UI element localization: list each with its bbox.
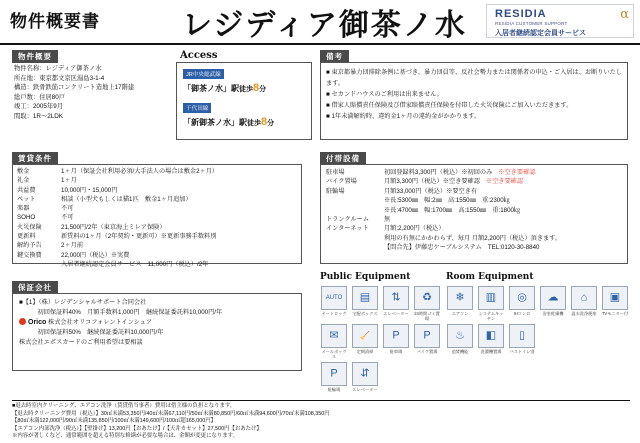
table-row	[17, 204, 301, 213]
facility-value: 月額33,000円（税込）※要空き有	[384, 187, 478, 195]
trash-room-icon	[414, 286, 440, 310]
table-row	[17, 167, 301, 176]
delivery-box-icon	[352, 286, 378, 310]
facility-key: トランクルーム	[326, 216, 370, 224]
list-item: 総戸数：住居80戸	[14, 93, 66, 101]
facility-key	[326, 196, 384, 205]
facility-key: インターネット	[326, 225, 369, 233]
equipment-caption: 浴室乾燥機	[542, 311, 564, 316]
icon-glyph: P	[423, 329, 431, 342]
footer-divider	[12, 400, 630, 401]
rent-key: 解約予告	[17, 242, 42, 250]
table-row	[326, 243, 626, 252]
table-row	[17, 241, 301, 250]
rent-key: 更新料	[17, 233, 36, 241]
icon-glyph: ☁	[547, 291, 559, 304]
equipment-caption: オートロック	[321, 311, 347, 316]
rent-key: 敷金	[17, 168, 30, 175]
list-item: ■ 東京都暴力団排除条例に基づき、暴力団員等、反社会勢力または関係者の申込・ご入居は、お断りいたします。	[326, 69, 623, 87]
equipment-item	[413, 324, 441, 359]
table-row	[17, 251, 301, 260]
table-row	[326, 168, 626, 177]
rent-key: 楽器	[17, 205, 30, 213]
equipment-item	[477, 324, 505, 354]
facility-value: 月額3,300円（税込）※空き要確認	[384, 178, 480, 186]
orico-company-label: 株式会社オリコフォレントインシュア	[48, 319, 153, 326]
equipment-item	[508, 324, 536, 354]
icon-glyph: ▣	[609, 291, 621, 304]
facility-value: 無	[384, 216, 391, 224]
bicycle-parking-icon	[321, 362, 347, 386]
table-row	[17, 260, 301, 269]
equipment-caption: メールボックス	[321, 349, 347, 359]
access-station	[183, 116, 274, 128]
bike-parking-icon	[414, 324, 440, 348]
table-row	[326, 206, 626, 215]
icon-glyph: P	[392, 329, 400, 342]
overview-list	[14, 64, 174, 121]
equipment-caption: システムキッチン	[478, 311, 504, 321]
remarks-list	[326, 67, 624, 122]
facility-note: ※空き要確認	[498, 169, 536, 176]
equipment-item	[320, 362, 348, 392]
overview-section-title: 物件概要	[12, 50, 58, 63]
icon-glyph: ⌂	[580, 291, 588, 304]
washing-machine-icon	[478, 324, 504, 348]
rent-key: SOHO	[17, 214, 36, 222]
list-item: ■【1】（株）レジデンシャルサポート合同会社	[19, 299, 147, 306]
parking-icon	[383, 324, 409, 348]
equipment-caption: エレベーター	[383, 311, 409, 316]
table-row	[17, 232, 301, 241]
facility-key	[326, 243, 384, 252]
remarks-box	[320, 62, 628, 140]
guarantor-box	[12, 293, 302, 371]
equipment-caption: 24時間ゴミ置場	[414, 311, 440, 321]
elevator-icon	[383, 286, 409, 310]
list-item: ■ 借家人賠償責任保険及び借家賠償責任保険を付帯した火災保険にご加入いただきます。	[326, 102, 573, 109]
property-name-title: レジディア御茶ノ水	[182, 8, 467, 43]
icon-glyph: ⇵	[360, 367, 370, 380]
bath-reheat-icon	[447, 324, 473, 348]
table-row	[326, 196, 626, 205]
document-header	[0, 0, 640, 44]
equipment-item	[601, 286, 629, 321]
access-walk-suffix: 分	[259, 86, 267, 93]
rent-value: 2ヶ月前	[61, 242, 84, 250]
equipment-caption: エアコン	[451, 311, 469, 316]
facility-value: 月額:2,200円（税込）	[384, 225, 445, 233]
footer-note: ■退去時室内クリーニング、エアコン洗浄（賃貸借当事者）費用は借主様の負担となります。	[12, 403, 236, 409]
equipment-item	[539, 286, 567, 321]
residia-logo	[486, 4, 634, 38]
list-item: 初回保証料50% 継続保証委託料10,000円/年	[19, 329, 164, 336]
list-item: 株式会社エポスカードのご利用希望は要相談	[19, 339, 143, 346]
equipment-item	[351, 324, 379, 359]
access-walk-minutes: 8	[261, 116, 268, 128]
rent-value: 10,000円・15,000円	[61, 186, 118, 194]
table-row	[17, 186, 301, 195]
logo-subtitle: RESIDIA CUSTOMER SUPPORT	[495, 21, 568, 26]
equipment-item	[477, 286, 505, 321]
room-equipment-grid	[446, 286, 632, 357]
facility-value: 利用の有無にかかわらず、毎月 月額2,200円（税込）頂きます。	[384, 234, 562, 242]
facilities-table	[326, 168, 626, 253]
rent-value: 21,500円/2年（東京海上ミレア保険）	[61, 223, 166, 231]
orico-brand-label: Orico	[28, 319, 47, 326]
air-conditioner-icon	[447, 286, 473, 310]
public-equipment-title: Public Equipment	[320, 272, 411, 282]
equipment-item	[320, 324, 348, 359]
auto-lock-icon	[321, 286, 347, 310]
rent-value: 不可	[61, 205, 74, 213]
equipment-caption: TVモニター付	[601, 311, 629, 316]
rent-key	[17, 260, 61, 269]
rent-key: ペット	[17, 195, 36, 203]
icon-glyph: ⇅	[391, 291, 401, 304]
equipment-caption: 定期清掃	[356, 349, 374, 354]
access-walk-minutes: 8	[253, 82, 260, 94]
tv-monitor-icon	[602, 286, 628, 310]
icon-glyph: ▯	[518, 329, 526, 342]
room-equipment-title: Room Equipment	[446, 272, 534, 282]
access-box	[176, 62, 312, 140]
orico-logo-icon	[19, 318, 26, 325]
equipment-caption: 追焚機能	[451, 349, 469, 354]
list-item: 竣工：2005年9月	[14, 103, 63, 110]
header-divider	[0, 43, 640, 45]
facility-key	[326, 234, 384, 243]
rent-value: 22,000円（税込）※実費	[61, 251, 130, 259]
equipment-caption: 駐輪場	[327, 387, 341, 392]
cleaning-icon	[352, 324, 378, 348]
table-row	[326, 187, 626, 196]
system-kitchen-icon	[478, 286, 504, 310]
footer-note: 【エアコン内部洗浄（税込）】【壁掛け】13,200円【おあたけ】/【天井カセット】27,500円【おあたけ】	[12, 425, 262, 432]
rent-section-title: 賃貸条件	[12, 152, 58, 165]
list-item: 所在地：東京都文京区湯島3-1-4	[14, 74, 105, 82]
rent-key: 共益費	[17, 186, 36, 194]
document-title: 物件概要書	[10, 12, 100, 32]
facilities-section-title: 付帯設備	[320, 152, 366, 165]
guarantor-list	[19, 298, 297, 348]
list-item: 構造：鉄骨鉄筋コンクリート造地上17階建	[14, 84, 135, 91]
equipment-caption: 駐車場	[389, 349, 403, 354]
facilities-box	[320, 164, 628, 264]
equipment-caption: IHコンロ	[513, 311, 531, 316]
table-row	[17, 213, 301, 222]
rent-conditions-table	[17, 167, 301, 269]
access-station-name: 「新御茶ノ水」駅	[183, 118, 247, 127]
rent-value: 相談（小型犬もしくは猫1匹 敷金1ヶ月追加）	[61, 195, 192, 203]
icon-glyph: ▤	[359, 291, 371, 304]
equipment-item	[351, 362, 379, 392]
footer-note: ※内容が著しくなど、通常範囲を超える特別な修繕が必要な場合は、金額が変更になります。	[12, 433, 238, 440]
rent-value: 1ヶ月	[61, 177, 77, 185]
equipment-item	[382, 324, 410, 359]
list-item: 初回保証料40% 月額手数料1,000円 継続保証委託料10,000円/年	[19, 309, 223, 316]
equipment-caption: バストイレ別	[509, 349, 535, 354]
equipment-caption: 宅配ボックス	[352, 311, 378, 316]
bath-dryer-icon	[540, 286, 566, 310]
icon-glyph: ♨	[455, 329, 465, 342]
access-walk-suffix: 分	[267, 120, 275, 127]
table-row	[17, 223, 301, 232]
toilet-separate-icon	[509, 324, 535, 348]
access-walk-prefix: 徒歩	[239, 86, 253, 93]
logo-brand: RESIDIA	[495, 8, 547, 20]
logo-service: 入居者継続認定会員サービス	[495, 30, 586, 37]
icon-glyph: 🧹	[360, 331, 370, 340]
facility-value: ※長:4700㎜ 幅:1700㎜ 高:1550㎜ 重:1800㎏	[384, 206, 521, 214]
public-equipment-grid	[320, 286, 444, 395]
icon-glyph: AUTO	[325, 295, 343, 301]
equipment-item	[508, 286, 536, 321]
facility-value: ※長:5300㎜ 幅:2㎜ 高:1550㎜ 重:2300㎏	[384, 197, 510, 205]
access-walk-prefix: 徒歩	[247, 120, 261, 127]
equipment-item	[351, 286, 379, 321]
logo-alpha-icon: α	[620, 7, 629, 22]
rent-key: 鍵交換費	[17, 251, 42, 259]
icon-glyph: ▥	[485, 291, 497, 304]
access-section-title: Access	[180, 50, 218, 61]
equipment-item	[446, 324, 474, 354]
list-item: ■ 1年未満解約時、違約金1ヶ月の違約金がかかります。	[326, 113, 481, 120]
rent-value: 新賃料の1ヶ月（2年契約・更新可）※更新事務手数料別	[61, 233, 217, 241]
access-line-badge: JR中央総武線	[183, 69, 224, 79]
guarantor-orico-row	[19, 318, 297, 328]
footer-notes	[12, 400, 630, 441]
access-line-badge: 千代田線	[183, 103, 211, 113]
mail-box-icon	[321, 324, 347, 348]
list-item: ■ セカンドハウスのご利用は出来ません。	[326, 91, 443, 98]
remarks-section-title: 備考	[320, 50, 349, 63]
facility-key: 駐輪場	[326, 187, 345, 195]
footer-note: 【退去時クリーニング費用（税込）】30㎡未満53,350円/40㎡未満67,110円/50㎡未満80,850円/60㎡未満94,600円/70㎡未満108,350円	[12, 410, 330, 417]
facility-note: ※空き要確認	[485, 178, 524, 186]
rent-key: 礼金	[17, 177, 30, 185]
facility-key: 駐車場	[326, 169, 345, 176]
icon-glyph: ◧	[485, 329, 497, 342]
equipment-item	[320, 286, 348, 321]
table-row	[326, 215, 626, 224]
table-row	[326, 177, 626, 186]
equipment-item	[413, 286, 441, 321]
access-station	[183, 82, 266, 94]
equipment-item	[446, 286, 474, 321]
table-row	[17, 195, 301, 204]
equipment-caption: 温水洗浄便座	[571, 311, 597, 316]
facility-key: バイク置場	[326, 178, 357, 186]
facility-key	[326, 206, 384, 215]
equipment-caption: 洗濯機置場	[480, 349, 502, 354]
icon-glyph: ❄	[455, 291, 465, 304]
table-row	[326, 234, 626, 243]
equipment-item	[570, 286, 598, 321]
rent-value: 不可	[61, 214, 74, 222]
washlet-icon	[571, 286, 597, 310]
rent-value: 入居者継続認定会員サービス 11,000円（税込）/2年	[61, 260, 209, 268]
icon-glyph: ✉	[329, 329, 339, 342]
list-item: 物件名称：レジディア御茶ノ水	[14, 65, 102, 72]
equipment-item	[382, 286, 410, 321]
list-item: 間取：1R～2LDK	[14, 112, 63, 120]
table-row	[326, 224, 626, 233]
guarantor-section-title: 保証会社	[12, 281, 58, 294]
facility-value: 初回登録料3,300円（税込）※初回のみ	[384, 169, 493, 176]
rent-key: 火災保険	[17, 223, 42, 231]
footer-note: 【80㎡未満122,000円/90㎡未満135,850円/100㎡未満149,600円/100㎡超165,000円】	[12, 418, 217, 425]
equipment-caption: バイク置場	[416, 349, 438, 354]
rent-value: 1ヶ月（保証会社利用必須/大手法人の場合は敷金2ヶ月）	[61, 168, 219, 175]
icon-glyph: ◎	[517, 291, 527, 304]
icon-glyph: ♻	[422, 291, 432, 304]
table-row	[17, 176, 301, 185]
facility-value: 【問合先】伊藤忠ケーブルシステム TEL:0120-30-8840	[384, 244, 540, 252]
equipment-caption: エレベーター	[352, 387, 378, 392]
rent-conditions-box	[12, 164, 302, 268]
elevator-2-icon	[352, 362, 378, 386]
ih-cooking-icon	[509, 286, 535, 310]
icon-glyph: P	[330, 367, 338, 380]
access-station-name: 「御茶ノ水」駅	[183, 84, 239, 93]
